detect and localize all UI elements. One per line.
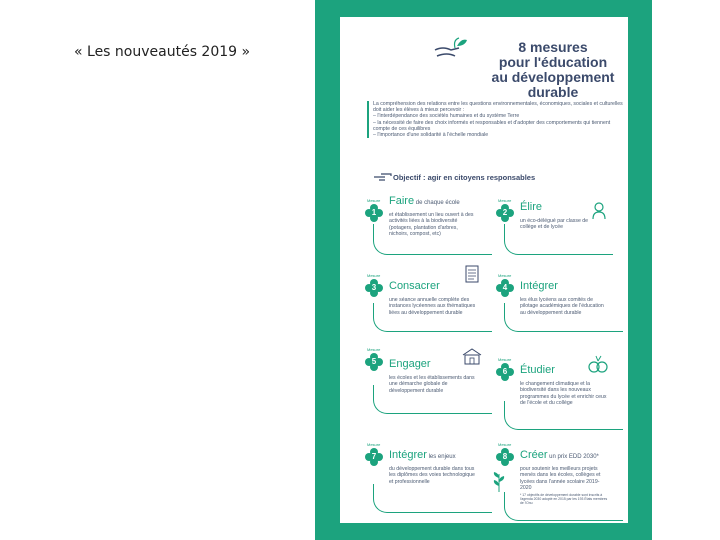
measure-number: 8	[502, 452, 508, 461]
measure-text: les élus lycéens aux comités de pilotage académiques de l'éducation au développement durable	[520, 297, 604, 316]
measure-heading	[389, 449, 489, 461]
objective-heading: Objectif : agir en citoyens responsables	[393, 173, 536, 182]
measure-text: une séance annuelle complète des instances lycéennes aux thématiques liées au développement durable	[389, 297, 476, 316]
measure-curve	[373, 224, 492, 255]
measure-text: un éco-délégué par classe de collège et de lycée	[520, 218, 589, 231]
measure-3	[365, 259, 495, 333]
measure-8	[496, 422, 626, 522]
measure-verb: Faire	[389, 195, 415, 207]
measure-tag: Mesure	[498, 357, 512, 362]
intro-text: La compréhension des relations entre les questions environnementales, économiques, sociales et culturelles doit aider les élèves à mieux percevoir :	[373, 101, 623, 114]
measure-curve	[373, 484, 492, 513]
measure-verb: Consacrer	[389, 280, 440, 292]
plant-icon	[492, 470, 506, 492]
measure-verb: Élire	[520, 201, 543, 213]
measure-text: le changement climatique et la biodiversité dans les nouveaux programmes du lycée et enrichir ceux de l'école et du collège	[520, 381, 607, 406]
measure-tag: Mesure	[498, 442, 512, 447]
measure-lead: un prix EDD 2030*	[547, 454, 599, 460]
measure-verb: Étudier	[520, 364, 555, 376]
school-icon	[461, 347, 483, 365]
measure-number: 6	[502, 367, 508, 376]
measure-verb: Intégrer	[520, 280, 558, 292]
measure-number: 1	[371, 208, 377, 217]
measure-curve	[504, 303, 623, 332]
footnote: * 17 objectifs de développement durable sont inscrits à l'agenda 2030 adopté en 2015 par les 193 États membres de l'Onu	[520, 493, 608, 506]
measure-6	[496, 335, 626, 431]
measure-text: les écoles et les établissements dans une démarche globale de développement durable	[389, 375, 475, 394]
measure-heading	[520, 449, 620, 461]
measure-verb: Engager	[389, 358, 431, 370]
pointing-hand-icon	[373, 171, 393, 183]
measure-4	[496, 259, 626, 333]
measure-lead: les enjeux	[426, 454, 456, 460]
measure-number: 4	[502, 283, 508, 292]
poster-title	[478, 40, 628, 100]
measure-tag: Mesure	[367, 273, 381, 278]
measure-number: 2	[502, 208, 508, 217]
poster-title-line2: pour l'éducation	[498, 54, 608, 70]
measure-curve	[373, 303, 492, 332]
intro-item: – l'importance d'une solidarité à l'échelle mondiale	[373, 132, 489, 139]
measure-text: pour soutenir les meilleurs projets menés dans les écoles, collèges et lycées dans l'année scolaire 2019-2020	[520, 466, 601, 491]
intro-item: – la nécessité de faire des choix informés et responsables et d'adopter des comportements qui tiennent compte de ces équilibres	[373, 119, 611, 132]
intro-item: – l'interdépendance des sociétés humaines et du système Terre	[373, 113, 520, 120]
measure-heading	[520, 280, 620, 292]
measure-verb: Intégrer	[389, 449, 427, 461]
measure-curve	[373, 385, 492, 414]
hands-leaf-icon	[433, 36, 469, 62]
measure-heading	[389, 280, 489, 292]
measure-verb: Créer	[520, 449, 548, 461]
measure-number: 5	[371, 357, 377, 366]
measure-2	[496, 184, 626, 256]
measure-7	[365, 422, 495, 514]
poster-title-line1: 8 mesures	[518, 39, 588, 55]
intro-block	[367, 101, 627, 138]
measure-tag: Mesure	[367, 198, 381, 203]
measure-text: et établissement un lieu ouvert à des activités liées à la biodiversité (potagers, plantation d'arbres, nichoirs, compost, etc)	[389, 212, 474, 237]
measure-curve	[504, 492, 623, 521]
measure-curve	[504, 224, 613, 255]
document-icon	[465, 265, 479, 283]
measure-1	[365, 184, 495, 256]
measure-tag: Mesure	[367, 442, 381, 447]
slide-title: « Les nouveautés 2019 »	[74, 44, 251, 60]
measure-lead: de chaque école	[414, 200, 460, 206]
measure-tag: Mesure	[498, 273, 512, 278]
measure-text: du développement durable dans tous les diplômes des voies technologique et professionnelle	[389, 466, 475, 485]
bee-icon	[586, 355, 610, 375]
measure-5	[365, 335, 495, 415]
measure-number: 3	[371, 283, 377, 292]
measure-heading	[389, 195, 489, 207]
infographic-poster	[315, 0, 652, 540]
measure-tag: Mesure	[498, 198, 512, 203]
poster-card	[340, 17, 628, 523]
person-icon	[592, 202, 606, 220]
measure-number: 7	[371, 452, 377, 461]
poster-title-line3: au développement durable	[491, 69, 615, 100]
measure-tag: Mesure	[367, 347, 381, 352]
